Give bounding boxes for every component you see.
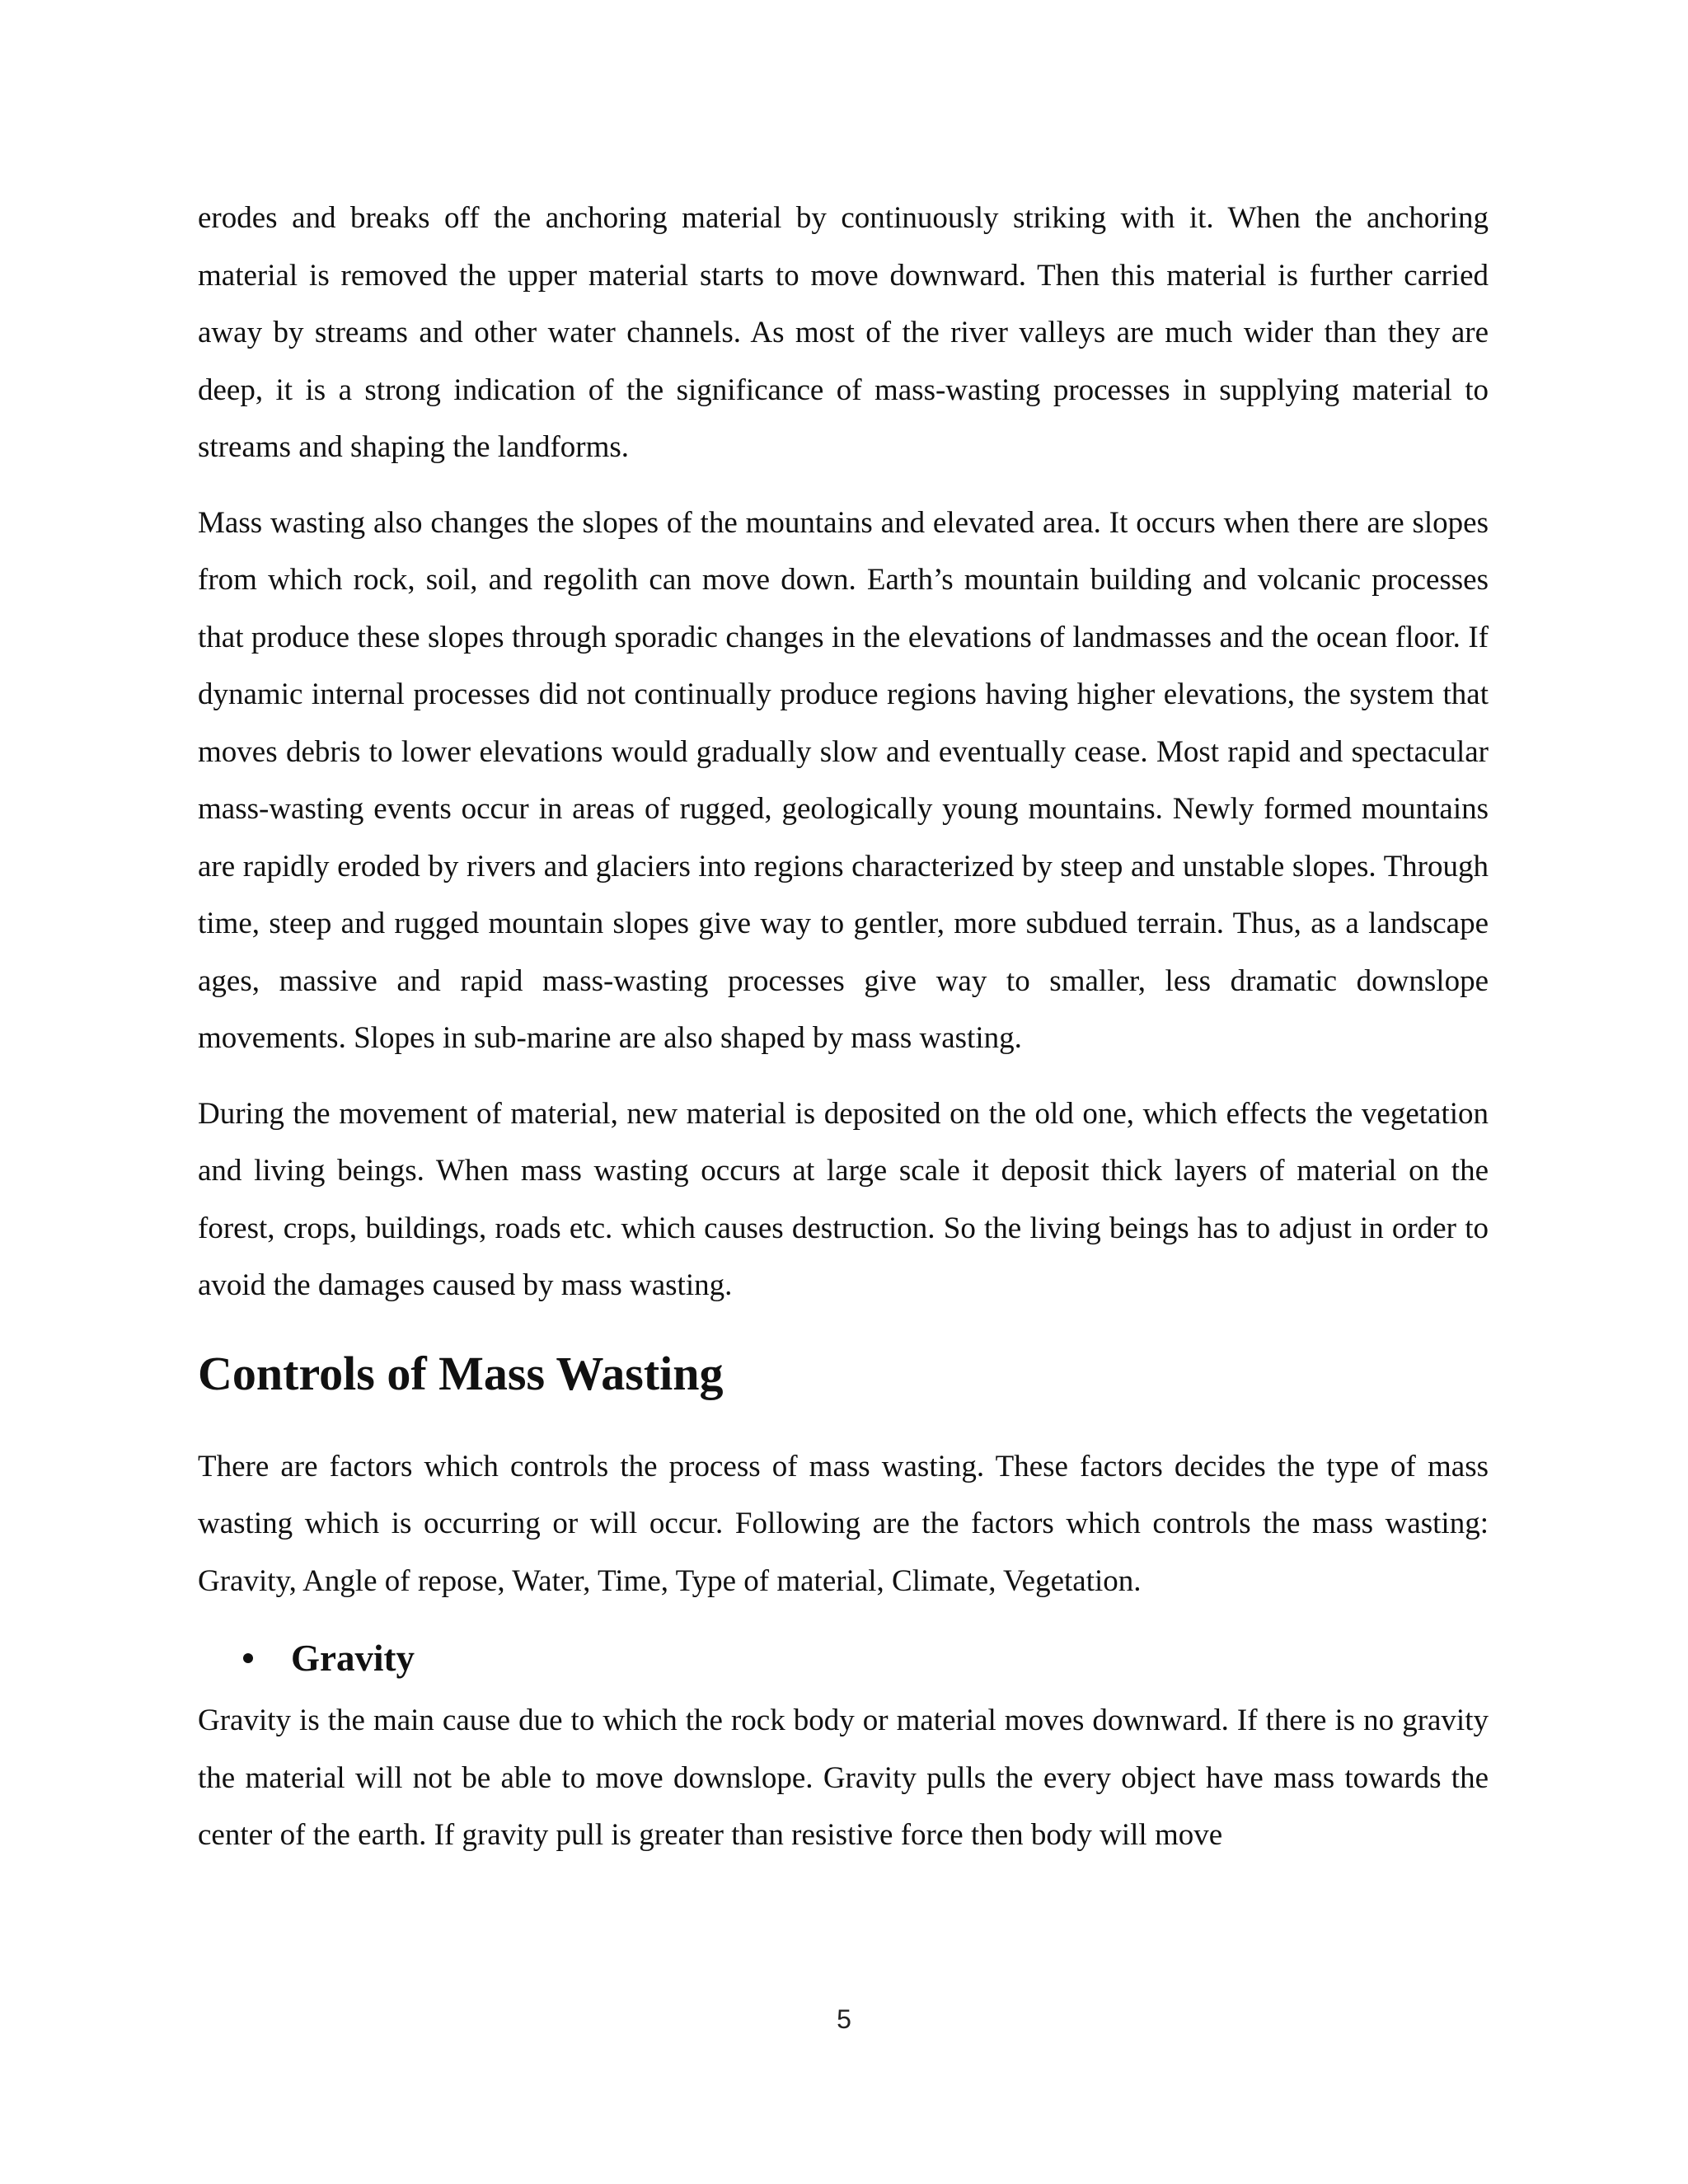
paragraph-gravity: Gravity is the main cause due to which the rock body or material moves downward. If there is no gravity the material will not be able to move downslope. Gravity pulls the every object have mass towards the center of the earth. If gravity pull is greater than resistive force then body will move bbox=[198, 1704, 1489, 1852]
paragraph-factors-list: There are factors which controls the process of mass wasting. These factors decides the type of mass wasting which is occurring or will occur. Following are the factors which controls the mass wasting: Gravity, Angle of repose, Water, Time, Type of material, Climate, Vegetation. bbox=[198, 1449, 1489, 1598]
page-number: 5 bbox=[837, 2004, 851, 2034]
paragraph-slopes-of-mountains: Mass wasting also changes the slopes of the mountains and elevated area. It occurs when there are slopes from which rock, soil, and regolith can move down. Earth’s mountain building and volcanic processes that produce these slopes through sporadic changes in the elevations of landmasses and the ocean floor. If dynamic internal processes did not continually produce regions having higher elevations, the system that moves debris to lower elevations would gradually slow and eventually cease. Most rapid and spectacular mass-wasting events occur in areas of rugged, geologically young mountains. Newly formed mountains are rapidly eroded by rivers and glaciers into regions characterized by steep and unstable slopes. Through time, steep and rugged mountain slopes give way to gentler, more subdued terrain. Thus, as a landscape ages, massive and rapid mass-wasting processes give way to smaller, less dramatic downslope movements. Slopes in sub-marine are also shaped by mass wasting. bbox=[198, 505, 1489, 1055]
bullet-heading-gravity bbox=[198, 1631, 1489, 1685]
paragraph-movement-of-material: During the movement of material, new material is deposited on the old one, which effects the vegetation and living beings. When mass wasting occurs at large scale it deposit thick layers of material on the forest, crops, buildings, roads etc. which causes destruction. So the living beings has to adjust in order to avoid the damages caused by mass wasting. bbox=[198, 1096, 1489, 1302]
paragraph-anchoring-material: erodes and breaks off the anchoring material by continuously striking with it. When the anchoring material is removed the upper material starts to move downward. Then this material is further carried away by streams and other water channels. As most of the river valleys are much wider than they are deep, it is a strong indication of the significance of mass-wasting processes in supplying material to streams and shaping the landforms. bbox=[198, 201, 1489, 464]
bullet-heading-label: Gravity bbox=[291, 1638, 415, 1679]
page-content bbox=[198, 190, 1489, 1864]
section-heading-controls: Controls of Mass Wasting bbox=[198, 1346, 724, 1400]
bullet-dot-icon bbox=[243, 1653, 253, 1663]
